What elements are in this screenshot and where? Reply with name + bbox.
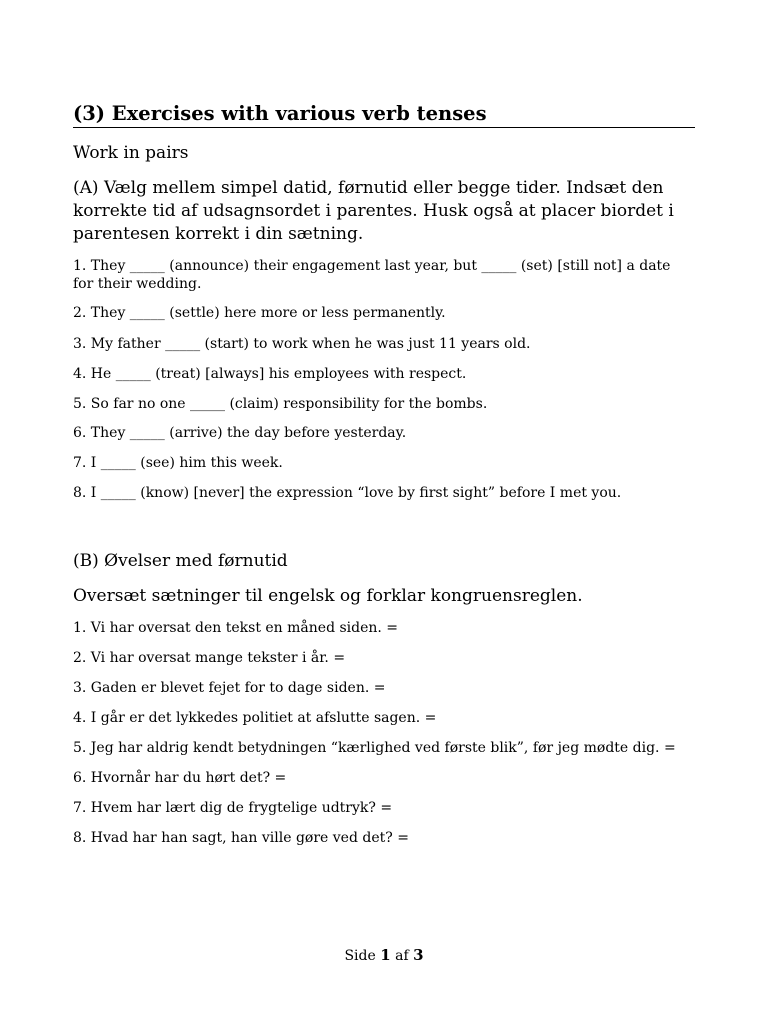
section-a-instruction: (A) Vælg mellem simpel datid, førnutid eller begge tider. Indsæt den korrekte tid af udsagnsordet i parentes. Husk også at placer biordet i parentesen korrekt i din sætning. — [73, 178, 674, 244]
exercise-a-item-1: 1. They _____ (announce) their engagement last year, but _____ (set) [still not] a date for their wedding. — [73, 258, 671, 292]
exercise-a-item-4: 4. He _____ (treat) [always] his employees with respect. — [73, 366, 467, 382]
exercise-b-item-3: 3. Gaden er blevet fejet for to dage siden. = — [73, 680, 386, 696]
footer-af-label: af — [395, 948, 409, 964]
exercise-b-item-2: 2. Vi har oversat mange tekster i år. = — [73, 650, 346, 666]
page-footer — [0, 946, 768, 965]
footer-page-number: 1 — [380, 946, 391, 964]
exercise-a-item-2: 2. They _____ (settle) here more or less permanently. — [73, 305, 446, 321]
section-b-instruction: Oversæt sætninger til engelsk og forklar kongruensreglen. — [73, 586, 583, 606]
exercise-b-item-1: 1. Vi har oversat den tekst en måned siden. = — [73, 620, 399, 636]
exercise-b-item-8: 8. Hvad har han sagt, han ville gøre ved det? = — [73, 830, 409, 846]
exercise-a-item-3: 3. My father _____ (start) to work when he was just 11 years old. — [73, 336, 531, 352]
page-title: (3) Exercises with various verb tenses — [73, 102, 695, 128]
section-b-subheading: (B) Øvelser med førnutid — [73, 551, 288, 571]
exercise-a-item-6: 6. They _____ (arrive) the day before yesterday. — [73, 425, 407, 441]
footer-page-total: 3 — [413, 946, 424, 964]
exercise-a-item-7: 7. I _____ (see) him this week. — [73, 455, 283, 471]
exercise-b-item-7: 7. Hvem har lært dig de frygtelige udtryk? = — [73, 800, 393, 816]
exercise-b-item-6: 6. Hvornår har du hørt det? = — [73, 770, 287, 786]
section-a-subheading: Work in pairs — [73, 143, 189, 163]
exercise-a-item-5: 5. So far no one _____ (claim) responsibility for the bombs. — [73, 396, 488, 412]
exercise-a-item-8: 8. I _____ (know) [never] the expression “love by first sight” before I met you. — [73, 485, 622, 501]
exercise-b-item-5: 5. Jeg har aldrig kendt betydningen “kærlighed ved første blik”, før jeg mødte dig. = — [73, 740, 676, 756]
exercise-b-item-4: 4. I går er det lykkedes politiet at afslutte sagen. = — [73, 710, 437, 726]
footer-side-label: Side — [344, 948, 376, 964]
